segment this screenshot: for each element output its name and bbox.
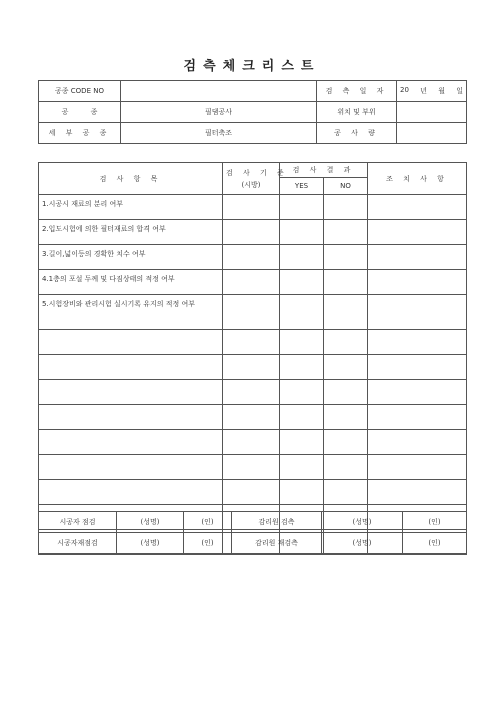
standard-cell[interactable]	[223, 380, 280, 405]
date-month-unit: 월	[438, 87, 445, 95]
no-cell[interactable]	[324, 355, 368, 380]
action-cell[interactable]	[368, 270, 467, 295]
yes-cell[interactable]	[280, 380, 324, 405]
checklist-row	[39, 480, 467, 505]
contractor-name-field[interactable]: (성명)	[117, 512, 184, 533]
checklist-row	[39, 380, 467, 405]
work-code-label: 공종 CODE NO	[39, 81, 121, 102]
checklist-row	[39, 455, 467, 480]
yes-cell[interactable]	[280, 430, 324, 455]
check-item-text	[39, 480, 223, 505]
yes-cell[interactable]	[280, 355, 324, 380]
action-cell[interactable]	[368, 405, 467, 430]
signature-table	[38, 511, 467, 554]
supervisor-inspect-label: 감리원 검측	[232, 512, 322, 533]
no-cell[interactable]	[324, 195, 368, 220]
check-item-text: 1.시공시 재료의 분리 여부	[39, 195, 223, 220]
sub-work-label: 세 부 공 종	[39, 123, 121, 144]
checklist-row	[39, 355, 467, 380]
checklist-row	[39, 405, 467, 430]
contractor-recheck-seal-field[interactable]: (인)	[184, 533, 232, 554]
contractor-recheck-label: 시공자재점검	[39, 533, 117, 554]
work-type-field[interactable]: 필댐공사	[121, 102, 317, 123]
checklist-table	[38, 162, 467, 555]
no-cell[interactable]	[324, 405, 368, 430]
standard-cell[interactable]	[223, 245, 280, 270]
no-cell[interactable]	[324, 480, 368, 505]
standard-cell[interactable]	[223, 270, 280, 295]
supervisor-reinspect-seal-field[interactable]: (인)	[403, 533, 467, 554]
quantity-label: 공 사 량	[317, 123, 397, 144]
sub-work-field[interactable]: 필터축조	[121, 123, 317, 144]
no-cell[interactable]	[324, 330, 368, 355]
supervisor-seal-field[interactable]: (인)	[403, 512, 467, 533]
check-item-text	[39, 380, 223, 405]
date-year-prefix: 20	[400, 86, 409, 94]
item-column-header: 검 사 항 목	[39, 163, 223, 195]
contractor-check-label: 시공자 점검	[39, 512, 117, 533]
standard-header-line2: (시방)	[241, 180, 261, 189]
document-title: 검측체크리스트	[183, 59, 321, 74]
standard-cell[interactable]	[223, 195, 280, 220]
yes-cell[interactable]	[280, 480, 324, 505]
checklist-row	[39, 245, 467, 270]
check-item-text	[39, 455, 223, 480]
no-cell[interactable]	[324, 455, 368, 480]
checklist-row	[39, 295, 467, 330]
date-year-unit: 년	[420, 87, 427, 95]
no-cell[interactable]	[324, 380, 368, 405]
checklist-row	[39, 330, 467, 355]
checklist-row	[39, 195, 467, 220]
quantity-field[interactable]	[397, 123, 467, 144]
action-cell[interactable]	[368, 245, 467, 270]
yes-cell[interactable]	[280, 405, 324, 430]
check-item-text: 3.길이,넓이등의 경확한 치수 여부	[39, 245, 223, 270]
action-cell[interactable]	[368, 295, 467, 330]
work-type-label: 공 종	[39, 102, 121, 123]
work-code-field[interactable]	[121, 81, 317, 102]
yes-cell[interactable]	[280, 220, 324, 245]
supervisor-name-field[interactable]: (성명)	[322, 512, 403, 533]
signature-row	[39, 512, 467, 533]
standard-cell[interactable]	[223, 405, 280, 430]
yes-cell[interactable]	[280, 295, 324, 330]
yes-cell[interactable]	[280, 245, 324, 270]
no-cell[interactable]	[324, 270, 368, 295]
inspection-date-field[interactable]	[397, 81, 467, 102]
result-column-header: 검 사 결 과	[280, 163, 368, 178]
standard-cell[interactable]	[223, 480, 280, 505]
action-cell[interactable]	[368, 430, 467, 455]
action-cell[interactable]	[368, 380, 467, 405]
no-cell[interactable]	[324, 220, 368, 245]
standard-column-header	[223, 163, 288, 195]
check-item-text	[39, 330, 223, 355]
action-cell[interactable]	[368, 355, 467, 380]
action-cell[interactable]	[368, 195, 467, 220]
check-item-text	[39, 405, 223, 430]
checklist-row	[39, 270, 467, 295]
action-cell[interactable]	[368, 455, 467, 480]
inspection-date-label: 검 측 일 자	[317, 81, 397, 102]
check-item-text	[39, 430, 223, 455]
header-info-table	[38, 80, 467, 144]
location-field[interactable]	[397, 102, 467, 123]
check-item-text: 5.시험장비와 관리시험 실시기록 유지의 적정 여부	[39, 295, 223, 330]
yes-column-header: YES	[280, 178, 324, 195]
no-cell[interactable]	[324, 245, 368, 270]
no-column-header: NO	[324, 178, 368, 195]
standard-cell[interactable]	[223, 430, 280, 455]
location-label: 위치 및 부위	[317, 102, 397, 123]
yes-cell[interactable]	[280, 455, 324, 480]
standard-cell[interactable]	[223, 355, 280, 380]
standard-cell[interactable]	[223, 455, 280, 480]
standard-cell[interactable]	[223, 330, 280, 355]
standard-header-line1: 검 사 기 준	[226, 168, 288, 177]
check-item-text: 2.입도시험에 의한 필터재료의 합격 여부	[39, 220, 223, 245]
action-cell[interactable]	[368, 220, 467, 245]
yes-cell[interactable]	[280, 330, 324, 355]
contractor-seal-field[interactable]: (인)	[184, 512, 232, 533]
supervisor-reinspect-label: 감리원 재검측	[232, 533, 322, 554]
checklist-row	[39, 430, 467, 455]
contractor-recheck-name-field[interactable]: (성명)	[117, 533, 184, 554]
no-cell[interactable]	[324, 295, 368, 330]
no-cell[interactable]	[324, 430, 368, 455]
standard-cell[interactable]	[223, 295, 280, 330]
yes-cell[interactable]	[280, 195, 324, 220]
action-cell[interactable]	[368, 480, 467, 505]
action-cell[interactable]	[368, 330, 467, 355]
signature-row	[39, 533, 467, 554]
checklist-row	[39, 220, 467, 245]
standard-cell[interactable]	[223, 220, 280, 245]
check-item-text	[39, 355, 223, 380]
action-column-header: 조 치 사 항	[368, 163, 467, 195]
yes-cell[interactable]	[280, 270, 324, 295]
supervisor-reinspect-name-field[interactable]: (성명)	[322, 533, 403, 554]
date-day-unit: 일	[456, 87, 463, 95]
check-item-text: 4.1층의 포설 두께 및 다짐상태의 적정 여부	[39, 270, 223, 295]
